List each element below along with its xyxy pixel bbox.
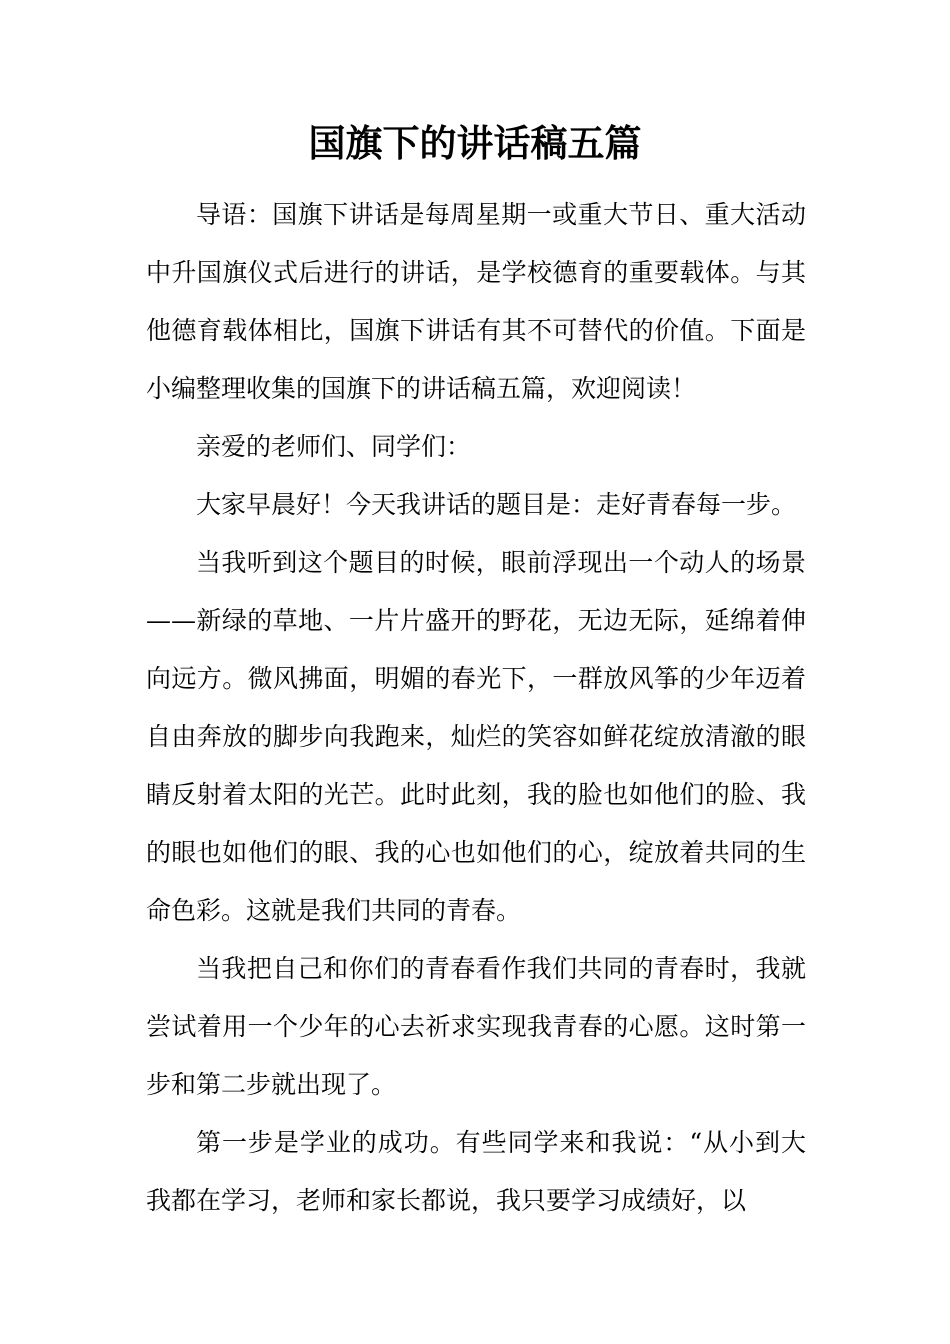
document-title: 国旗下的讲话稿五篇 [308, 122, 642, 165]
paragraph-topic: 大家早晨好！今天我讲话的题目是：走好青春每一步。 [196, 490, 797, 519]
paragraph-greeting: 亲爱的老师们、同学们： [196, 432, 472, 461]
paragraph-intro: 导语：国旗下讲话是每周星期一或重大节日、重大活动中升国旗仪式后进行的讲话，是学校德育的重要载体。与其他德育载体相比，国旗下讲话有其不可替代的价值。下面是小编整理收集的国旗下的讲话稿五篇，欢迎阅读！ [146, 200, 806, 403]
paragraph-shared-youth: 当我把自己和你们的青春看作我们共同的青春时，我就尝试着用一个少年的心去祈求实现我青春的心愿。这时第一步和第二步就出现了。 [146, 954, 806, 1099]
document-body [146, 186, 806, 1230]
paragraph-first-step: 第一步是学业的成功。有些同学来和我说：“从小到大我都在学习，老师和家长都说，我只要学习成绩好，以 [146, 1128, 806, 1215]
paragraph-scene: 当我听到这个题目的时候，眼前浮现出一个动人的场景——新绿的草地、一片片盛开的野花，无边无际，延绵着伸向远方。微风拂面，明媚的春光下，一群放风筝的少年迈着自由奔放的脚步向我跑来，灿烂的笑容如鲜花绽放清澈的眼睛反射着太阳的光芒。此时此刻，我的脸也如他们的脸、我的眼也如他们的眼、我的心也如他们的心，绽放着共同的生命色彩。这就是我们共同的青春。 [146, 548, 806, 925]
